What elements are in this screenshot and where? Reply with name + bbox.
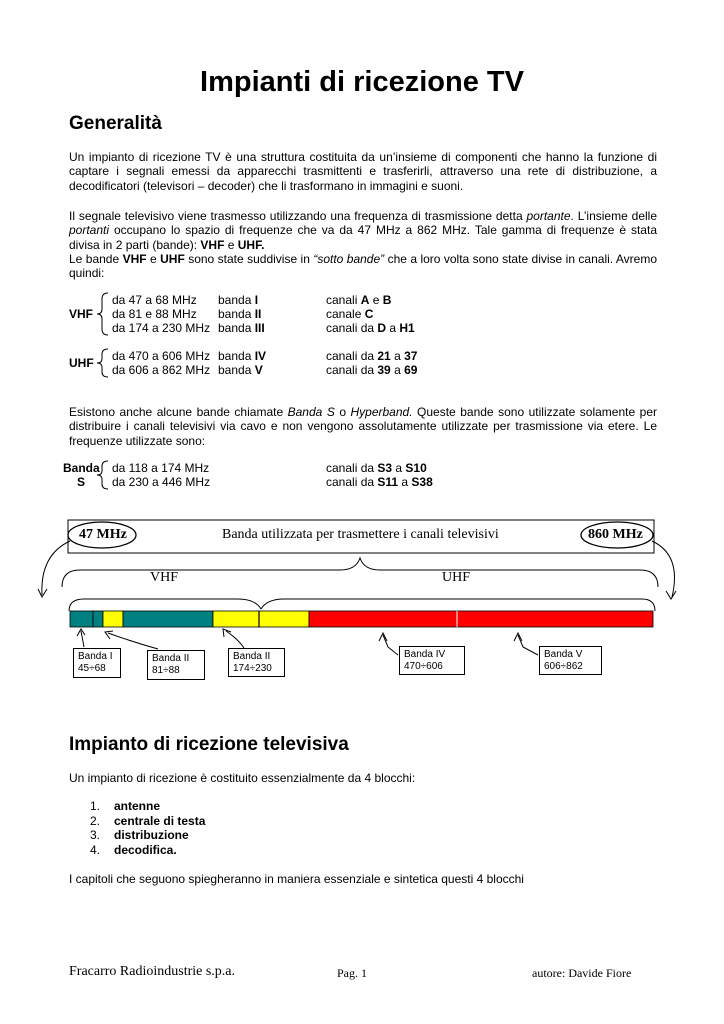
list-item: 2. centrale di testa bbox=[90, 813, 206, 828]
band-box: Banda II 81÷88 bbox=[147, 650, 205, 680]
paragraph-intro: Un impianto di ricezione TV è una struttura costituita da un’insieme di componenti che hanno la funzione di captare i segnali emessi da apparecchi trasmittenti e trasferirli, attraverso una rete di distribuzione, a decodificatori (televisori – decoder) che li trasformano in immagini e suoni. bbox=[69, 150, 657, 193]
vhf-label: VHF bbox=[69, 307, 93, 321]
banda-s-label-s: S bbox=[77, 475, 86, 489]
section-heading-impianto: Impianto di ricezione televisiva bbox=[69, 734, 349, 755]
list-item: 3. distribuzione bbox=[90, 828, 189, 842]
footer-author: autore: Davide Fiore bbox=[532, 966, 632, 980]
vhf-brace bbox=[96, 292, 110, 336]
end-frequency: 860 MHz bbox=[588, 527, 643, 542]
uhf-range-label: UHF bbox=[442, 570, 471, 585]
diagram-caption: Banda utilizzata per trasmettere i canali televisivi bbox=[222, 527, 499, 542]
paragraph-signal: Il segnale televisivo viene trasmesso utilizzando una frequenza di trasmissione detta portante. L’insieme delle portanti occupano lo spazio di frequenze che va da 47 MHz a 862 MHz. Tale gamma di frequenze è stata divisa in 2 parti (bande): VHF e UHF. Le bande VHF e UHF sono state suddivise in “sotto bande” che a loro volta sono state divise in canali. Avremo quindi: bbox=[69, 209, 658, 281]
banda-s-brace bbox=[96, 460, 110, 490]
vhf-range-label: VHF bbox=[150, 570, 179, 585]
paragraph-blocks-intro: Un impianto di ricezione è costituito essenzialmente da 4 blocchi: bbox=[69, 771, 416, 785]
blocks-list bbox=[70, 799, 205, 857]
band-box: Banda V 606÷862 bbox=[539, 646, 602, 675]
band-box: Banda IV 470÷606 bbox=[399, 646, 465, 675]
section-heading-generalita: Generalità bbox=[69, 113, 162, 134]
paragraph-blocks-outro: I capitoli che seguono spiegheranno in maniera essenziale e sintetica questi 4 blocchi bbox=[69, 872, 524, 886]
footer-company: Fracarro Radioindustrie s.p.a. bbox=[69, 964, 236, 979]
list-item: 4. decodifica. bbox=[90, 842, 177, 857]
uhf-brace bbox=[96, 348, 110, 378]
uhf-label: UHF bbox=[69, 356, 94, 370]
list-item: 1. antenne bbox=[90, 799, 161, 813]
band-box: Banda I 45÷68 bbox=[73, 648, 121, 678]
footer-page: Pag. 1 bbox=[337, 966, 367, 980]
page-title: Impianti di ricezione TV bbox=[200, 66, 524, 98]
banda-s-label: Banda bbox=[63, 461, 100, 475]
paragraph-banda-s: Esistono anche alcune bande chiamate Banda S o Hyperband. Queste bande sono utilizzate solamente per distribuire i canali televisivi via cavo e non vengono assolutamente utilizzate per trasmissione via etere. Le frequenze utilizzate sono: bbox=[69, 405, 657, 448]
start-frequency: 47 MHz bbox=[79, 527, 127, 542]
band-bar bbox=[70, 611, 653, 627]
band-box: Banda II 174÷230 bbox=[228, 648, 285, 677]
